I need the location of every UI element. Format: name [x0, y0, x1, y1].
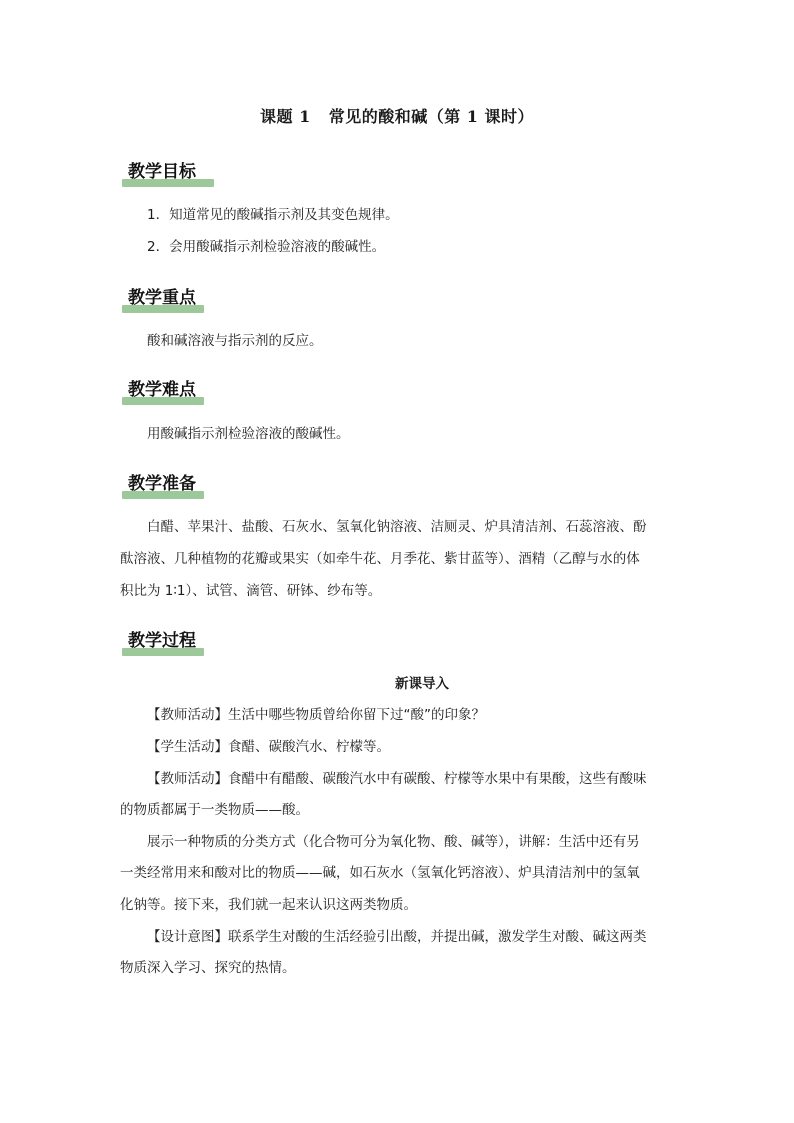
key-points-text: 酸和碱溶液与指示剂的反应。	[147, 333, 323, 349]
section-heading-objectives	[128, 160, 196, 188]
lesson-number: 课题 1	[260, 107, 311, 126]
heading-label: 教学重点	[128, 288, 196, 308]
heading-label: 教学准备	[128, 474, 196, 494]
preparation-line: 白醋、苹果汁、盐酸、石灰水、氢氧化钠溶液、洁厕灵、炉具清洁剂、石蕊溶液、酚	[147, 519, 647, 535]
page-title	[0, 104, 794, 127]
objective-item: 1．知道常见的酸碱指示剂及其变色规律。	[147, 207, 399, 223]
process-line: 【教师活动】食醋中有醋酸、碳酸汽水中有碳酸、柠檬等水果中有果酸，这些有酸味	[147, 771, 647, 787]
process-line: 【学生活动】食醋、碳酸汽水、柠檬等。	[147, 739, 390, 755]
process-line: 【教师活动】生活中哪些物质曾给你留下过“酸”的印象？	[147, 707, 485, 723]
lesson-topic: 常见的酸和碱（第 1 课时）	[328, 107, 534, 126]
process-line: 【设计意图】联系学生对酸的生活经验引出酸，并提出碱，激发学生对酸、碱这两类	[147, 929, 647, 945]
preparation-line: 酞溶液、几种植物的花瓣或果实（如牵牛花、月季花、紫甘蓝等）、酒精（乙醇与水的体	[120, 551, 640, 567]
heading-label: 教学难点	[128, 380, 196, 400]
objective-item: 2．会用酸碱指示剂检验溶液的酸碱性。	[147, 239, 386, 255]
heading-label: 教学过程	[128, 631, 196, 651]
section-heading-preparation	[128, 472, 196, 500]
process-line: 的物质都属于一类物质——酸。	[120, 802, 309, 818]
difficulties-text: 用酸碱指示剂检验溶液的酸碱性。	[147, 426, 350, 442]
process-line: 化钠等。接下来，我们就一起来认识这两类物质。	[120, 897, 417, 913]
process-line: 一类经常用来和酸对比的物质——碱，如石灰水（氢氧化钙溶液）、炉具清洁剂中的氢氧	[120, 865, 640, 881]
preparation-line: 积比为 1∶1）、试管、滴管、研钵、纱布等。	[120, 583, 382, 599]
section-heading-difficulties	[128, 378, 196, 406]
process-subheading: 新课导入	[395, 676, 449, 692]
process-line: 展示一种物质的分类方式（化合物可分为氧化物、酸、碱等），讲解：生活中还有另	[147, 834, 640, 850]
section-heading-process	[128, 629, 196, 657]
heading-label: 教学目标	[128, 162, 196, 182]
process-line: 物质深入学习、探究的热情。	[120, 960, 296, 976]
section-heading-key-points	[128, 286, 196, 314]
